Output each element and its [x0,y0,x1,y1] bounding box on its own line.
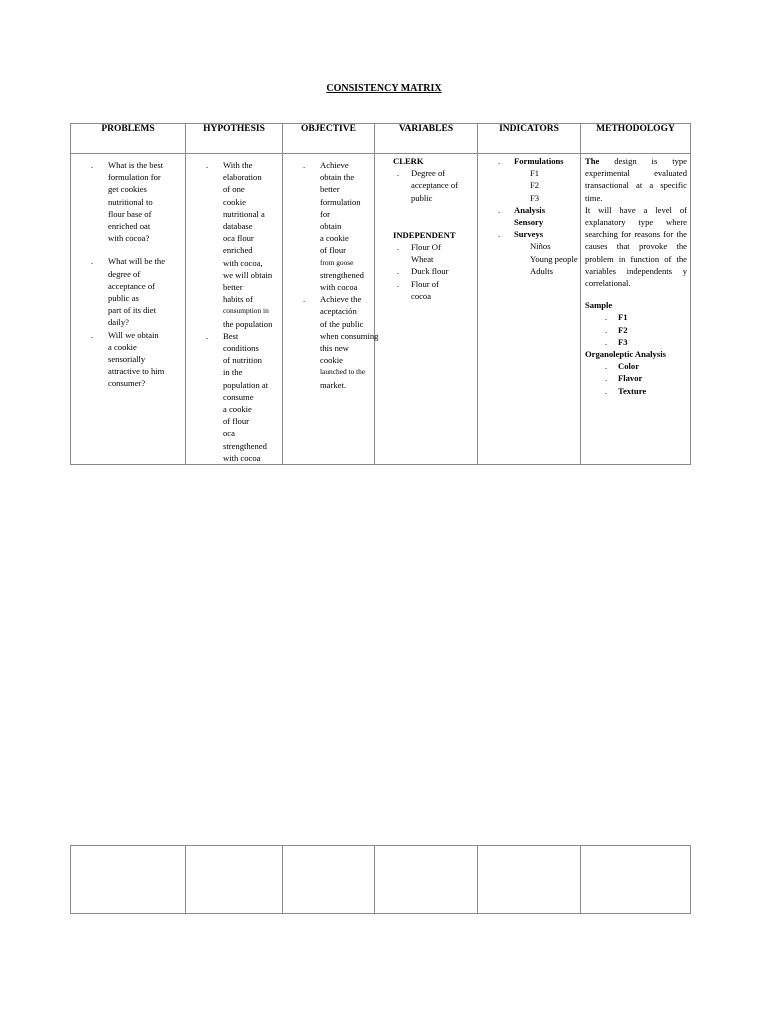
analysis-indicator: . Analysis [498,204,546,215]
empty-cell [581,846,691,914]
independent-variable: . Flour of cocoa [397,278,439,301]
organoleptic-item: . Flavor [605,373,643,384]
objective-item: . Achieve obtain the better formulation for obtain a cookie of flour from goose strengthened with cocoa [303,160,364,293]
empty-cell [478,846,581,914]
dependent-variable: . Degree of acceptance of public [397,168,458,203]
formulation-f2: F2 [530,180,540,191]
header-hypothesis: HYPOTHESIS [186,124,283,154]
independent-label: INDEPENDENT [393,229,456,240]
independent-variable: . Flour Of Wheat [397,242,441,265]
header-row [71,124,691,154]
survey-ninos: Niños [530,241,551,252]
header-objective: OBJECTIVE [283,124,375,154]
hypothesis-item: . With the elaboration of one cookie nutritional a database oca flour enriched with cocoa, we will obtain better habits of consumption in the population [206,160,273,329]
sample-item: . F3 [605,336,628,347]
independent-variable: . Duck flour [397,266,449,277]
empty-cell [283,846,375,914]
objective-cell [283,154,379,465]
problem-item: . Will we obtain a cookie sensorially attractive to him consumer? [91,329,165,389]
organoleptic-item: . Texture [605,385,647,396]
organoleptic-item: . Color [605,361,640,372]
indicators-cell [478,154,581,465]
header-problems: PROBLEMS [71,124,186,154]
hypothesis-item: . Best conditions of nutrition in the population at consume a cookie of flour oca strengthened with cocoa [206,330,269,463]
header-variables: VARIABLES [375,124,478,154]
content-row [71,154,691,465]
empty-cell [375,846,478,914]
sensory-label: Sensory [514,217,544,228]
empty-cell [186,846,283,914]
formulation-f3: F3 [530,192,540,203]
organoleptic-label: Organoleptic Analysis [585,349,666,360]
survey-adults: Adults [530,265,553,276]
empty-table [70,845,691,914]
sample-item: . F1 [605,312,628,323]
document-title: CONSISTENCY MATRIX [326,83,442,94]
formulations-indicator: . Formulations [498,156,564,166]
header-methodology: METHODOLOGY [581,124,691,154]
survey-young-people: Young people [530,253,578,264]
problem-item: . What will be the degree of acceptance of public as part of its diet daily? [91,256,166,328]
problem-item: . What is the best formulation for get cookies nutritional to flour base of enriched oat with cocoa? [91,160,164,244]
empty-row [71,846,691,914]
empty-cell [71,846,186,914]
methodology-design: The design is type experimental evaluated transactional at a specific time. [585,156,687,203]
consistency-matrix-table [70,123,691,465]
surveys-indicator: . Surveys [498,229,544,240]
header-indicators: INDICATORS [478,124,581,154]
hypothesis-cell [186,154,283,465]
problems-cell [71,154,186,465]
methodology-level: It will have a level of explanatory type where searching for reasons for the causes that provoke the problem in function of the variables independents y correlational. [585,204,687,289]
sample-label: Sample [585,300,613,311]
variables-cell [375,154,478,465]
objective-item: . Achieve the aceptación of the public when consuming this new cookie launched to the market. [303,294,379,390]
methodology-cell [581,154,691,465]
formulation-f1: F1 [530,168,540,179]
sample-item: . F2 [605,324,628,335]
dependent-label: CLERK [393,156,424,166]
